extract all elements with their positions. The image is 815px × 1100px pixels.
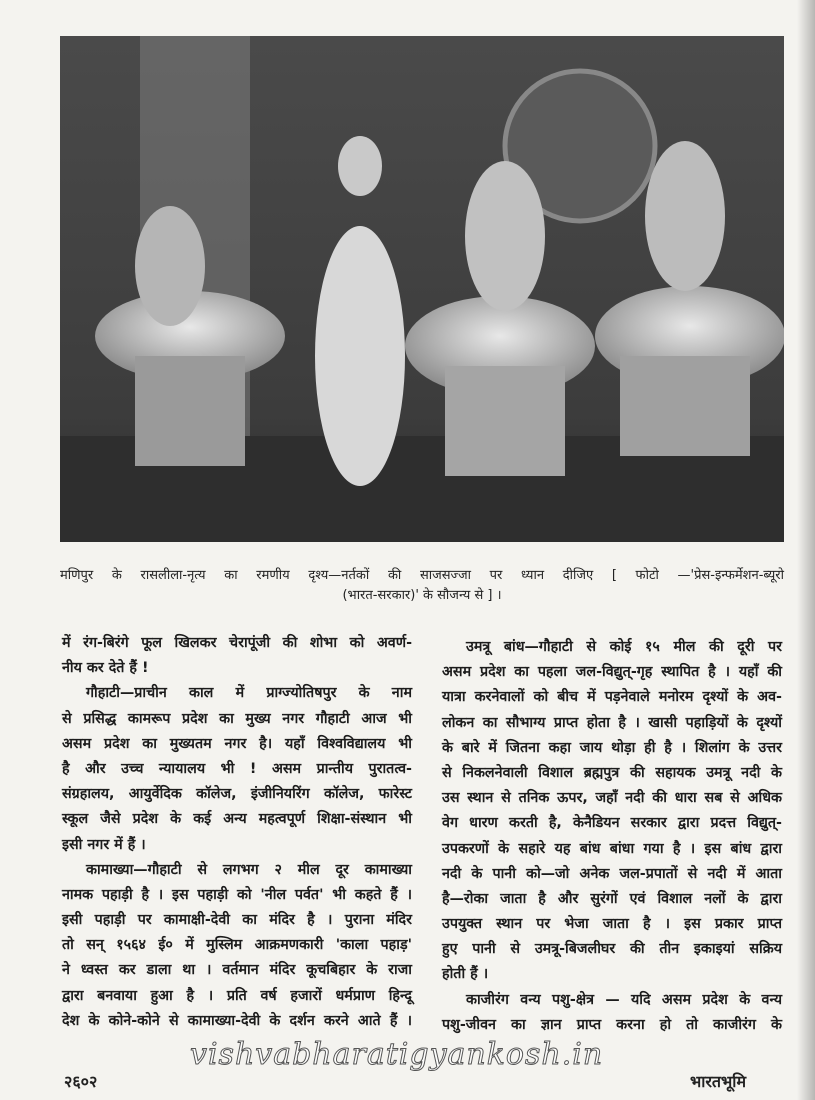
page-number: २६०२: [64, 1072, 98, 1091]
text-line: संग्रहालय, आयुर्वेदिक कॉलेज, इंजीनियरिंग कॉलेज, फारेस्ट: [62, 786, 412, 803]
text-line: द्वारा बनवाया हुआ है । प्रति वर्ष हजारों धर्मप्राण हिन्दू: [62, 987, 412, 1004]
section-umtru-dam: उमत्रू बांध—गौहाटी से कोई १५ मील की दूरी पर: [466, 639, 782, 655]
text-line: नामक पहाड़ी है । इस पहाड़ी को 'नील पर्वत' भी कहते हैं ।: [62, 886, 412, 903]
caption-line: मणिपुर के रासलीला-नृत्य का रमणीय दृश्य—नर्तकों की साजसज्जा पर ध्यान दीजिए [ फोटो —'प्रेस-इन्फर्मेशन-ब्यूरो: [60, 568, 784, 583]
running-title: भारतभूमि: [690, 1072, 747, 1091]
text-line: से निकलनेवाली विशाल ब्रह्मपुत्र की सहायक उमत्रू नदी के: [442, 764, 782, 781]
left-column: [62, 631, 412, 1034]
text-line: असम प्रदेश का पहला जल-विद्युत्-गृह स्थापित है । यहाँ की: [442, 664, 782, 681]
section-kamakhya: कामाख्या—गौहाटी से लगभग २ मील दूर कामाख्या: [86, 861, 412, 878]
text-line: लोकन का सौभाग्य प्राप्त होता है । खासी पहाड़ियों के दृश्यों: [442, 714, 782, 731]
text-line: पशु-जीवन का ज्ञान प्राप्त करना हो तो काजीरंग के: [442, 1016, 782, 1033]
right-column: [442, 635, 782, 1038]
text-line: यात्रा करनेवालों को बीच में पड़नेवाले मनोरम दृश्यों के अव-: [442, 689, 782, 706]
text-line: उपयुक्त स्थान पर भेजा जाता है । इस प्रकार प्राप्त: [442, 916, 782, 933]
text-line: नदी के पानी को—जो अनेक जल-प्रपातों से नदी में आता: [442, 865, 782, 882]
text-line: नीय कर देते हैं !: [62, 660, 149, 677]
text-line: उपकरणों के सहारे यह बांध बांधा गया है । इस बांध द्वारा: [442, 840, 782, 857]
text-line: में रंग-बिरंगे फूल खिलकर चेरापूंजी की शोभा को अवर्ण-: [62, 635, 412, 651]
text-line: वेग धारण करती है, केनैडियन सरकार द्वारा प्रदत्त विद्युत्-: [442, 815, 782, 832]
text-line: देश के कोने-कोने से कामाख्या-देवी के दर्शन करने आते हैं ।: [62, 1012, 412, 1029]
section-gauhati: गौहाटी—प्राचीन काल में प्राग्ज्योतिषपुर के नाम: [86, 685, 412, 702]
text-line: इसी नगर में हैं ।: [62, 836, 146, 853]
caption-line: (भारत-सरकार)' के सौजन्य से ] ।: [342, 588, 502, 603]
section-kaziranga: काजीरंग वन्य पशु-क्षेत्र — यदि असम प्रदेश के वन्य: [466, 991, 782, 1008]
page-edge-shadow: [797, 0, 815, 1100]
text-line: से प्रसिद्ध कामरूप प्रदेश का मुख्य नगर गौहाटी आज भी: [62, 710, 412, 727]
text-line: हुए पानी से उमत्रू-बिजलीघर की तीन इकाइयां सक्रिय: [442, 941, 782, 958]
text-line: इसी पहाड़ी पर कामाक्षी-देवी का मंदिर है । पुराना मंदिर: [62, 912, 412, 929]
watermark: vishvabharatigyankosh.in: [190, 1037, 604, 1072]
text-line: होती हैं ।: [442, 966, 489, 983]
text-line: उस स्थान से तनिक ऊपर, जहाँ नदी की धारा सब से अधिक: [442, 790, 782, 807]
text-line: है और उच्च न्यायालय भी ! असम प्रान्तीय पुरातत्व-: [62, 760, 412, 777]
text-line: के बारे में जितना कहा जाय थोड़ा ही है । शिलांग के उत्तर: [442, 739, 782, 756]
photo-manipuri-raslila-dancers: [60, 36, 784, 542]
text-line: है—रोका जाता है और सुरंगों एवं विशाल नलों के द्वारा: [442, 890, 782, 907]
text-line: स्कूल जैसे प्रदेश के कई अन्य महत्वपूर्ण शिक्षा-संस्थान भी: [62, 811, 412, 828]
text-line: ने ध्वस्त कर डाला था । वर्तमान मंदिर कूचबिहार के राजा: [62, 962, 412, 979]
text-line: तो सन् १५६४ ई० में मुस्लिम आक्रमणकारी 'काला पहाड़': [62, 937, 412, 954]
photo-raslila-dancers: [60, 36, 784, 542]
photo-caption: [60, 566, 784, 606]
text-line: असम प्रदेश का मुख्यतम नगर है। यहाँ विश्वविद्यालय भी: [62, 735, 412, 752]
